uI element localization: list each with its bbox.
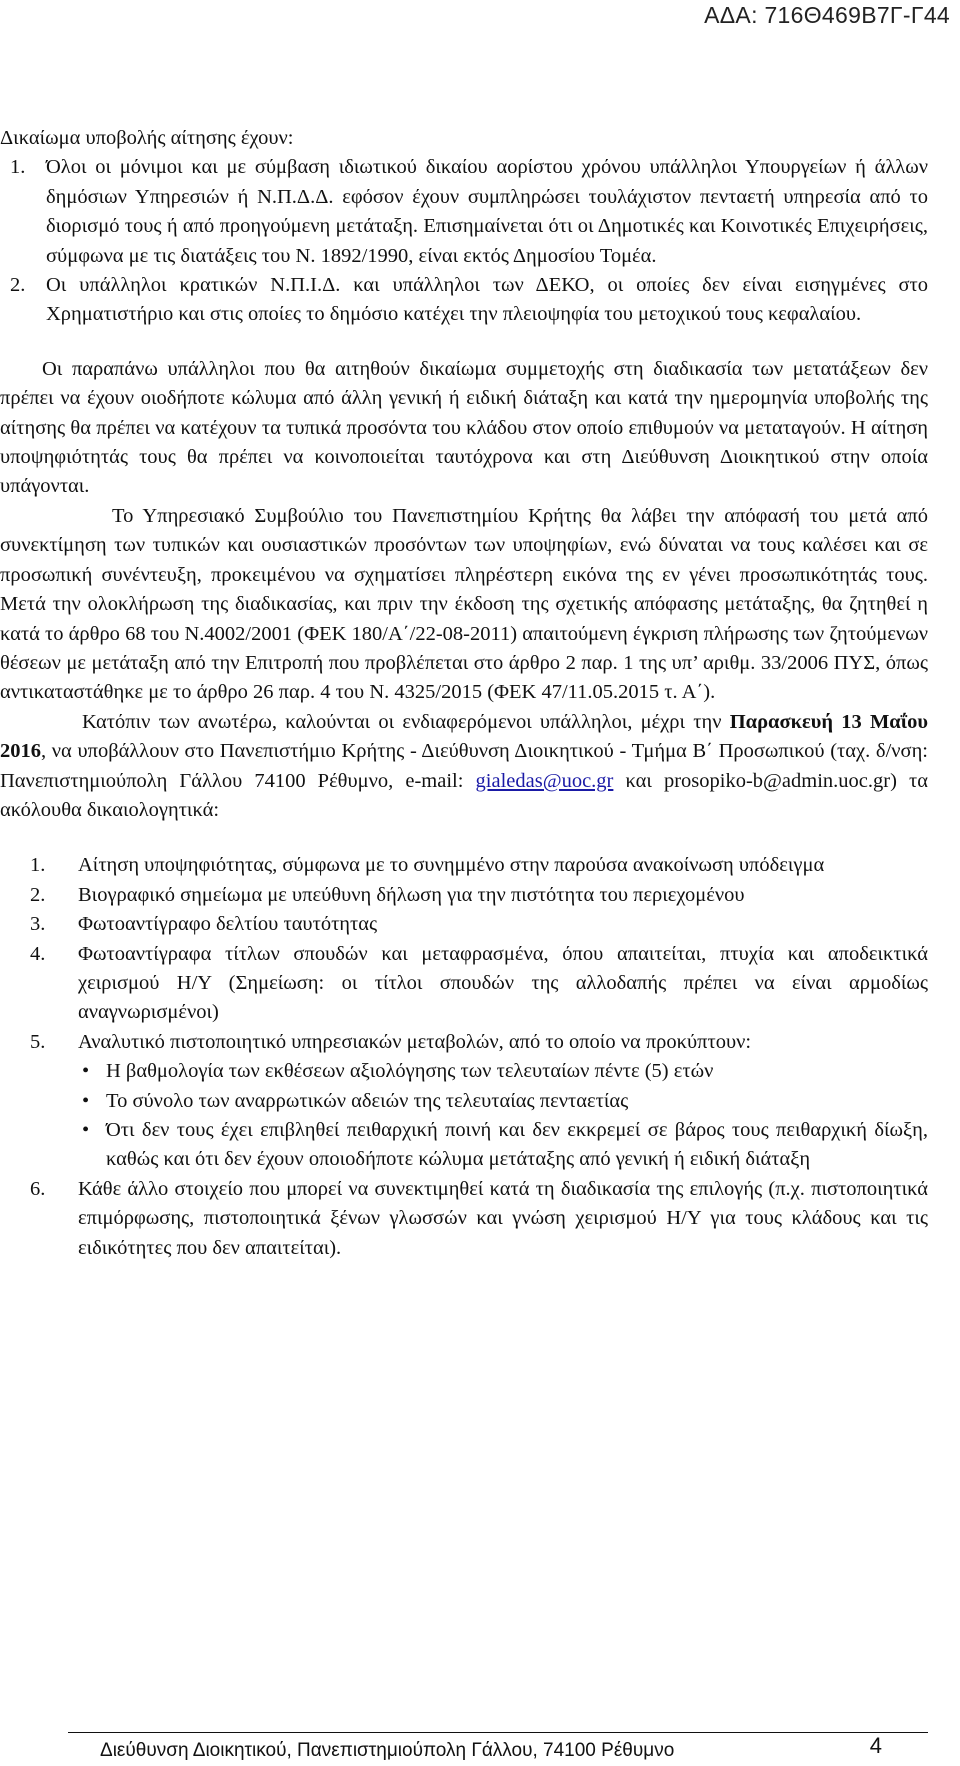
document-item-text: Κάθε άλλο στοιχείο που μπορεί να συνεκτιμηθεί κατά τη διαδικασία της επιλογής (π.χ. πιστοποιητικά επιμόρφωσης, πιστοποιητικά ξένων γλωσσών και γνώση χειρισμού Η/Υ για τους κλάδους και τις ειδικότητες που δεν απαιτείται). bbox=[78, 1177, 928, 1259]
ada-code: ΑΔΑ: 716Θ469Β7Γ-Γ44 bbox=[704, 2, 950, 28]
rights-section bbox=[0, 124, 928, 330]
email-link[interactable]: gialedas@uoc.gr bbox=[475, 769, 614, 792]
rights-item-number: 1. bbox=[10, 156, 26, 179]
document-item-text: Φωτοαντίγραφο δελτίου ταυτότητας bbox=[78, 913, 378, 936]
bullet-item: • Ότι δεν τους έχει επιβληθεί πειθαρχική ποινή και δεν εκκρεμεί σε βάρος τους πειθαρχική δίωξη, καθώς και ότι δεν έχουν οποιοδήποτε κώλυμα μετάταξης από γενική ή ειδική διάταξη bbox=[78, 1116, 928, 1175]
invitation-paragraph bbox=[0, 708, 928, 826]
rights-item-text: Οι υπάλληλοι κρατικών Ν.Π.Ι.Δ. και υπάλληλοι των ΔΕΚΟ, οι οποίες δεν είναι εισηγμένες στο Χρηματιστήριο και στις οποίες το δημόσιο κατέχει την πλειοψηφία του μετοχικού τους κεφαλαίου. bbox=[46, 274, 928, 326]
bullet-item: • Το σύνολο των αναρρωτικών αδειών της τελευταίας πενταετίας bbox=[78, 1087, 928, 1116]
conditions-paragraph: Οι παραπάνω υπάλληλοι που θα αιτηθούν δικαίωμα συμμετοχής στη διαδικασία των μετατάξεων δεν πρέπει να έχουν οιοδήποτε κώλυμα από άλλη γενική ή ειδική διάταξη και κατά την ημερομηνία υποβολής της αίτησης θα πρέπει να κατέχουν τα τυπικά προσόντα του κλάδου στον οποίο επιθυμούν να μεταταγούν. Η αίτηση υποψηφιότητάς τους θα πρέπει να κοινοποιείται ταυτόχρονα και στη Διεύθυνση Διοικητικού στην οποία υπάγονται. bbox=[0, 357, 928, 498]
document-item-number: 6. bbox=[30, 1177, 46, 1200]
invitation-end: και prosopiko-b@admin.uoc.gr) τα ακόλουθα δικαιολογητικά: bbox=[0, 769, 928, 821]
document-item bbox=[0, 851, 928, 880]
documents-list bbox=[0, 851, 928, 1263]
document-item bbox=[0, 910, 928, 939]
spacer bbox=[0, 330, 928, 355]
document-item-number: 5. bbox=[30, 1030, 46, 1053]
rights-item bbox=[0, 271, 928, 330]
document-item bbox=[0, 881, 928, 910]
rights-item bbox=[0, 153, 928, 271]
document-item-text: Φωτοαντίγραφα τίτλων σπουδών και μεταφρασμένα, όπου απαιτείται, πτυχία και αποδεικτικά χειρισμού Η/Υ (Σημείωση: οι τίτλοι σπουδών της αλλοδαπής πρέπει να είναι αρμοδίως αναγνωρισμένοι) bbox=[78, 942, 928, 1024]
document-item-number: 1. bbox=[30, 854, 46, 877]
rights-heading: Δικαίωμα υποβολής αίτησης έχουν: bbox=[0, 127, 294, 149]
invitation-intro: Κατόπιν των ανωτέρω, καλούνται οι ενδιαφερόμενοι υπάλληλοι, μέχρι την bbox=[82, 710, 730, 733]
item5-bullet-list bbox=[78, 1057, 928, 1175]
rights-item-number: 2. bbox=[10, 274, 26, 297]
bullet-item: • Η βαθμολογία των εκθέσεων αξιολόγησης των τελευταίων πέντε (5) ετών bbox=[78, 1057, 928, 1086]
document-item-number: 4. bbox=[30, 942, 46, 965]
document-item-number: 3. bbox=[30, 913, 46, 936]
footer-address: Διεύθυνση Διοικητικού, Πανεπιστημιούπολη Γάλλου, 74100 Ρέθυμνο bbox=[100, 1740, 675, 1761]
document-body bbox=[0, 124, 928, 1263]
invitation-middle: , να υποβάλλουν στο Πανεπιστήμιο Κρήτης - Διεύθυνση Διοικητικού - Τμήμα Β΄ Προσωπικού (ταχ. δ/νση: Πανεπιστημιούπολη Γάλλου 74100 Ρέθυμνο, e-mail: bbox=[0, 740, 928, 792]
spacer bbox=[0, 825, 928, 851]
rights-item-text: Όλοι οι μόνιμοι και με σύμβαση ιδιωτικού δικαίου αορίστου χρόνου υπάλληλοι Υπουργείων ή άλλων δημόσιων Υπηρεσιών ή Ν.Π.Δ.Δ. εφόσον έχουν συμπληρώσει τουλάχιστον πενταετή υπηρεσία από το διορισμό τους ή από προηγούμενη μετάταξη. Επισημαίνεται ότι οι Δημοτικές και Κοινοτικές Επιχειρήσεις, σύμφωνα με τις διατάξεις του Ν. 1892/1990, είναι εκτός Δημοσίου Τομέα. bbox=[46, 156, 928, 267]
document-item-text: Βιογραφικό σημείωμα με υπεύθυνη δήλωση για την πιστότητα του περιεχομένου bbox=[78, 883, 745, 906]
document-item-number: 2. bbox=[30, 883, 46, 906]
council-paragraph: Το Υπηρεσιακό Συμβούλιο του Πανεπιστημίου Κρήτης θα λάβει την απόφασή του μετά από συνεκτίμηση των τυπικών και ουσιαστικών προσόντων των υποψηφίων, ενώ δύναται να τους καλέσει και σε προσωπική συνέντευξη, προκειμένου να σχηματίσει πληρέστερη εικόνα της εν γένει προσωπικότητάς τους. Μετά την ολοκλήρωση της διαδικασίας, και πριν την έκδοση της σχετικής απόφασης μετάταξης, θα ζητηθεί η κατά το άρθρο 68 του Ν.4002/2001 (ΦΕΚ 180/Α΄/22-08-2011) απαιτούμενη έγκριση πλήρωσης των ζητούμενων θέσεων με μετάταξη από την Επιτροπή που προβλέπεται στο άρθρο 2 παρ. 1 της υπ’ αριθμ. 33/2006 ΠΥΣ, όπως αντικαταστάθηκε με το άρθρο 26 παρ. 4 του Ν. 4325/2015 (ΦΕΚ 47/11.05.2015 τ. Α΄). bbox=[0, 504, 928, 704]
document-item bbox=[0, 1175, 928, 1263]
deadline-date: Παρασκευή 13 Μαΐου 2016 bbox=[0, 710, 928, 763]
document-item bbox=[0, 1028, 928, 1175]
document-item-text: Αναλυτικό πιστοποιητικό υπηρεσιακών μεταβολών, από το οποίο να προκύπτουν: bbox=[78, 1030, 752, 1053]
page-footer bbox=[68, 1732, 928, 1763]
rights-list bbox=[0, 153, 928, 329]
document-item bbox=[0, 940, 928, 1028]
document-item-text: Αίτηση υποψηφιότητας, σύμφωνα με το συνημμένο στην παρούσα ανακοίνωση υπόδειγμα bbox=[78, 854, 825, 877]
page-number: 4 bbox=[869, 1733, 882, 1758]
